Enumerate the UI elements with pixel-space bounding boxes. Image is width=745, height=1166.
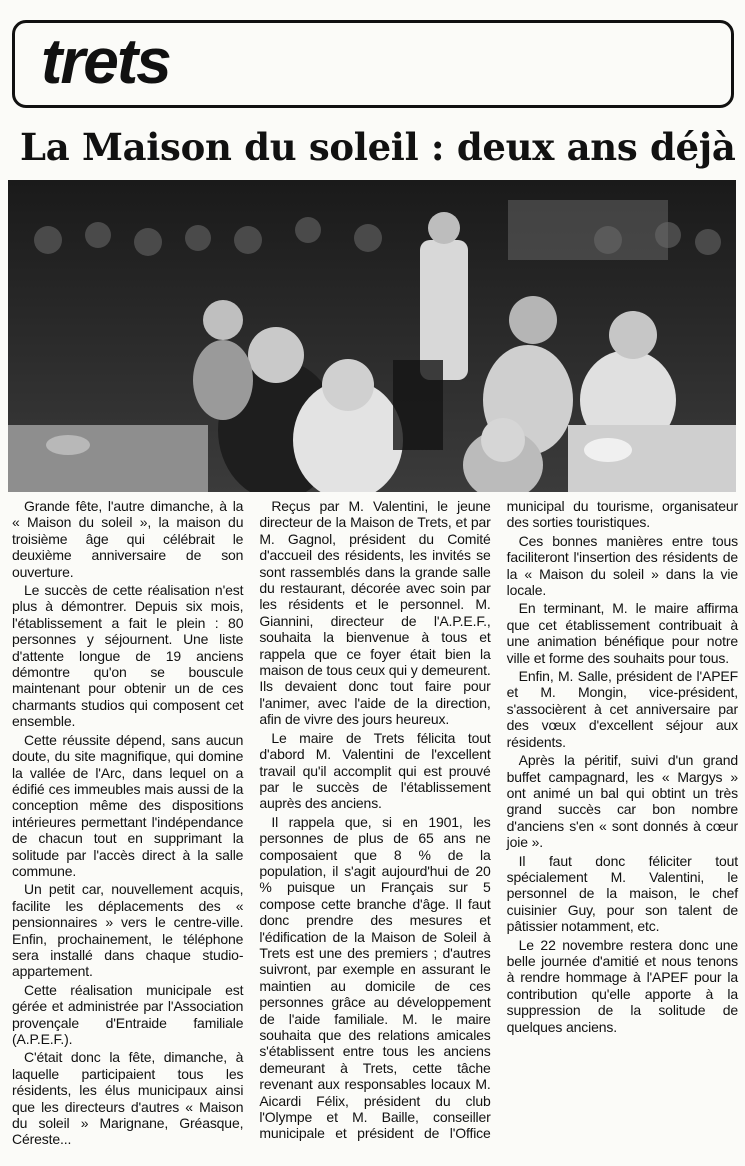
- section-header: [12, 20, 734, 108]
- paragraph: Un petit car, nouvellement acquis, facilite les déplacements des « pensionnaires » vers le centre-ville. Enfin, prochainement, le téléphone sera installé dans chaque studio-appartement.: [12, 881, 244, 980]
- paragraph: Enfin, M. Salle, président de l'APEF et M. Mongin, vice-président, s'associèrent à cet anniversaire par des vœux d'excellent séjour aux résidents.: [506, 668, 738, 750]
- photo-placeholder-icon: [8, 180, 736, 492]
- article-body: [12, 498, 738, 1158]
- paragraph: Il rappela que, si en 1901, les personnes de plus de 65 ans ne composaient que 8 % de la population, il s'agit aujourd'hui de 20 % puisque un Français sur 5 compose cette branche d'âge. Il faut donc prendre des mesures et l'édification de la Maison de Soleil à Trets est une des premiers ; d'autres suivront, par exemple en assurant le maintien au domicile de ces personnes grâce au développement de l'aide familiale. M. le maire souhaita que des relations amicales s'établissent entre tous les anciens demeurant à Trets, cette tâche revenant aux responsables locaux M. Aicardi Félix, président du club l'Olympe et M. Baille, conseiller municipale et président de l'Office municipal du tourisme, organisateur des sorties touristiques.: [259, 498, 738, 1142]
- paragraph: Cette réussite dépend, sans aucun doute, du site magnifique, qui domine la vallée de l'Arc, dans lequel on a édifié ces immeubles mais aussi de la conception même des dispositions intérieures permettant l'indépendance de chacun tout en supprimant la solitude par l'accès direct à la salle commune.: [12, 731, 244, 879]
- paragraph: Ces bonnes manières entre tous faciliteront l'insertion des résidents de la « Maison du soleil » dans la vie locale.: [506, 532, 738, 599]
- paragraph: Reçus par M. Valentini, le jeune directeur de la Maison de Trets, et par M. Gagnol, président du Comité d'accueil des résidents, les invités se sont rassemblés dans la grande salle du restaurant, décorée avec soin par les résidents et le personnel. M. Giannini, directeur de l'A.P.E.F., souhaita la bienvenue à tous et rappela que ce foyer était bien la maison de tous ceux qui y demeurent. Ils devaient donc tout faire pour l'animer, avec l'aide de la direction, afin de vivre des jours heureux.: [259, 498, 491, 728]
- paragraph: Le succès de cette réalisation n'est plus à démontrer. Depuis six mois, l'établissement a fait le plein : 80 personnes y séjournent. Une liste d'attente longue de 19 anciens démontre qu'on se bouscule maintenant pour obtenir un de ces charmants studios qui composent cet ensemble.: [12, 582, 244, 730]
- paragraph: Il faut donc féliciter tout spécialement M. Valentini, le personnel de la maison, le chef cuisinier Guy, pour son talent de pâtissier notamment, etc.: [506, 852, 738, 935]
- paragraph: Le maire de Trets félicita tout d'abord M. Valentini de l'excellent travail qu'il accomplit qui est prouvé par le succès de l'établissement auprès des anciens.: [259, 729, 491, 812]
- section-title: trets: [41, 25, 170, 97]
- article-headline: La Maison du soleil : deux ans déjà: [20, 125, 736, 169]
- paragraph: Le 22 novembre restera donc une belle journée d'amitié et nous tenons à rendre hommage à l'APEF pour la contribution qu'elle apporte à la suppression de la solitude de quelques anciens.: [506, 936, 738, 1035]
- paragraph: En terminant, M. le maire affirma que cet établissement contribuait à une animation bénéfique pour notre ville et forme des souhaits pour tous.: [506, 600, 738, 666]
- paragraph: C'était donc la fête, dimanche, à laquelle participaient tous les résidents, les élus municipaux ainsi que les directeurs d'autres « Maison du soleil » Marignane, Gréasque, Céreste...: [12, 1049, 244, 1148]
- paragraph: Cette réalisation municipale est gérée et administrée par l'Association provençale d'Entraide familiale (A.P.E.F.).: [12, 981, 244, 1047]
- paragraph: Grande fête, l'autre dimanche, à la « Maison du soleil », la maison du troisième âge qui célébrait le deuxième anniversaire de son ouverture.: [12, 498, 244, 580]
- paragraph: Après la péritif, suivi d'un grand buffet campagnard, les « Margys » ont animé un bal qui obtint un très grand succès car bon nombre d'anciens s'en « sont donnés à cœur joie ».: [506, 752, 738, 851]
- article-photo: [8, 180, 736, 492]
